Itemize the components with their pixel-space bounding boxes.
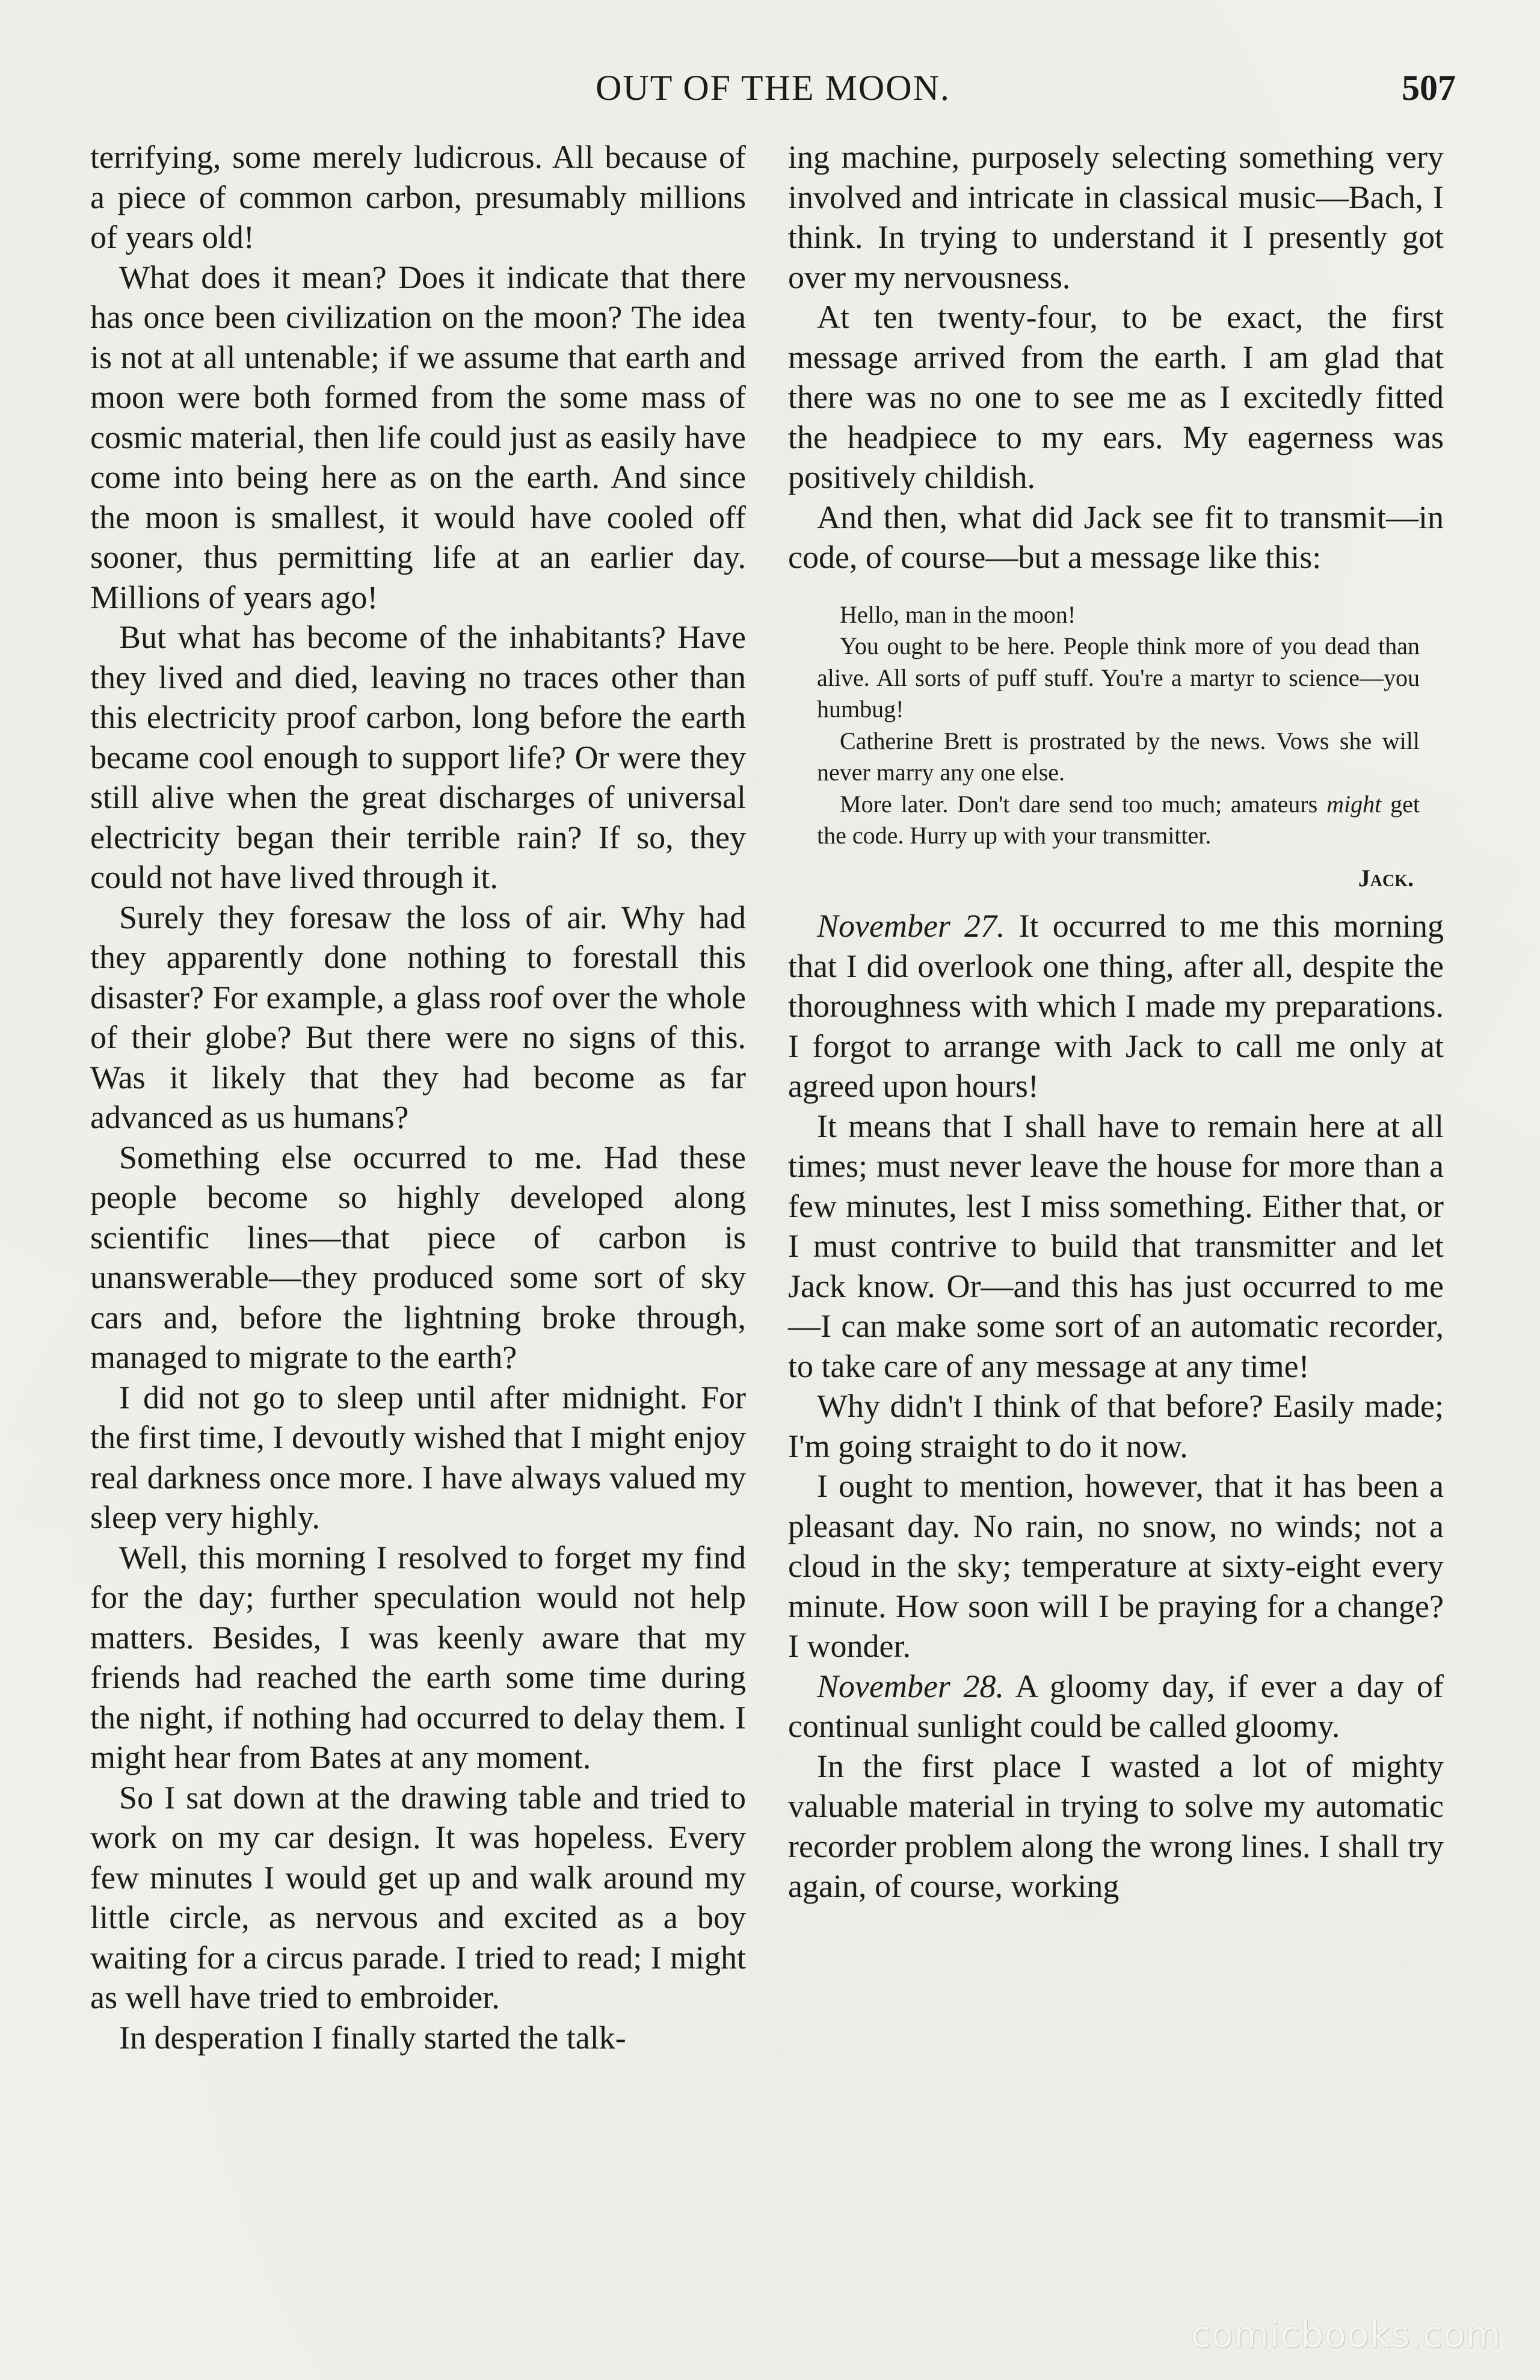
message-text: More later. Don't dare send too much; amateurs bbox=[840, 790, 1327, 818]
paragraph: What does it mean? Does it indicate that there has once been civilization on the moon? The idea is not at all untenable; if we assume that earth and moon were both formed from the some mass of cosmic material, then life could just as easily have come into being here as on the earth. And since the moon is smallest, it would have cooled off sooner, thus permitting life at an earlier day. Millions of years ago! bbox=[90, 259, 746, 615]
paragraph: In the first place I wasted a lot of mighty valuable material in trying to solve my automatic recorder problem along the wrong lines. I shall try again, of course, working bbox=[788, 1748, 1444, 1904]
emphasized-word: might bbox=[1326, 790, 1382, 818]
diary-entry bbox=[788, 906, 1444, 1106]
message-line bbox=[817, 789, 1420, 852]
paragraph: At ten twenty-four, to be exact, the first message arrived from the earth. I am glad that there was no one to see me as I excitedly fitted the headpiece to my ears. My eagerness was positively childish. bbox=[788, 299, 1444, 495]
paragraph: In desperation I finally started the talk- bbox=[119, 2019, 626, 2056]
paragraph: I ought to mention, however, that it has been a pleasant day. No rain, no snow, no winds; not a cloud in the sky; temperature at sixty-eight every minute. How soon will I be praying for a change? I wonder. bbox=[788, 1468, 1444, 1664]
watermark: comicbooks.com bbox=[1190, 2314, 1502, 2356]
message-text: get the code. Hurry up with your transmitter. bbox=[817, 790, 1420, 849]
message-line: Catherine Brett is prostrated by the news. Vows she will never marry any one else. bbox=[817, 727, 1420, 786]
paragraph: terrifying, some merely ludicrous. All because of a piece of common carbon, presumably millions of years old! bbox=[90, 139, 746, 255]
paragraph: I did not go to sleep until after midnight. For the first time, I devoutly wished that I might enjoy real darkness once more. I have always valued my sleep very highly. bbox=[90, 1379, 746, 1535]
message-line: Hello, man in the moon! bbox=[840, 600, 1076, 628]
entry-date: November 28. bbox=[817, 1668, 1004, 1704]
paragraph: ing machine, purposely selecting something very involved and intricate in classical music—Bach, I think. In trying to understand it I presently got over my nervousness. bbox=[788, 139, 1444, 295]
page-number: 507 bbox=[1402, 68, 1456, 108]
paragraph: Surely they foresaw the loss of air. Why had they apparently done nothing to forestall this disaster? For example, a glass roof over the whole of their globe? But there were no signs of this. Was it likely that they had become as far advanced as us humans? bbox=[90, 899, 746, 1135]
quoted-message bbox=[817, 599, 1420, 895]
paragraph: Well, this morning I resolved to forget my find for the day; further speculation would not help matters. Besides, I was keenly aware that my friends had reached the earth some time during the night, if nothing had occurred to delay them. I might hear from Bates at any moment. bbox=[90, 1539, 746, 1775]
paragraph: Something else occurred to me. Had these people become so highly developed along scientific lines—that piece of carbon is unanswerable—they produced some sort of sky cars and, before the lightning broke through, managed to migrate to the earth? bbox=[90, 1139, 746, 1375]
paragraph: And then, what did Jack see fit to transmit—in code, of course—but a message like this: bbox=[788, 499, 1444, 575]
entry-text: It occurred to me this morning that I did overlook one thing, after all, despite the thoroughness with which I made my preparations. I forgot to arrange with Jack to call me only at agreed upon hours! bbox=[788, 908, 1444, 1104]
page-header bbox=[90, 67, 1456, 116]
entry-date: November 27. bbox=[817, 908, 1005, 944]
message-line: You ought to be here. People think more of you dead than alive. All sorts of puff stuff. You're a martyr to science—you humbug! bbox=[817, 632, 1420, 723]
right-column bbox=[788, 137, 1444, 1907]
entry-text: A gloomy day, if ever a day of continual sunlight could be called gloomy. bbox=[788, 1668, 1444, 1744]
paragraph: It means that I shall have to remain here at all times; must never leave the house for more than a few minutes, lest I miss something. Either that, or I must contrive to build that transmitter and let Jack know. Or—and this has just occurred to me—I can make some sort of an automatic recorder, to take care of any message at any time! bbox=[788, 1108, 1444, 1384]
paragraph: So I sat down at the drawing table and tried to work on my car design. It was hopeless. Every few minutes I would get up and walk around my little circle, as nervous and excited as a boy waiting for a circus parade. I tried to read; I might as well have tried to embroider. bbox=[90, 1779, 746, 2015]
paragraph: Why didn't I think of that before? Easily made; I'm going straight to do it now. bbox=[788, 1388, 1444, 1464]
running-title: OUT OF THE MOON. bbox=[596, 68, 950, 108]
message-signoff: Jack. bbox=[1358, 864, 1414, 892]
diary-entry bbox=[788, 1666, 1444, 1746]
left-column bbox=[90, 137, 746, 2058]
paragraph: But what has become of the inhabitants? Have they lived and died, leaving no traces other than this electricity proof carbon, long before the earth became cool enough to support life? Or were they still alive when the great discharges of universal electricity began their terrible rain? If so, they could not have lived through it. bbox=[90, 619, 746, 895]
